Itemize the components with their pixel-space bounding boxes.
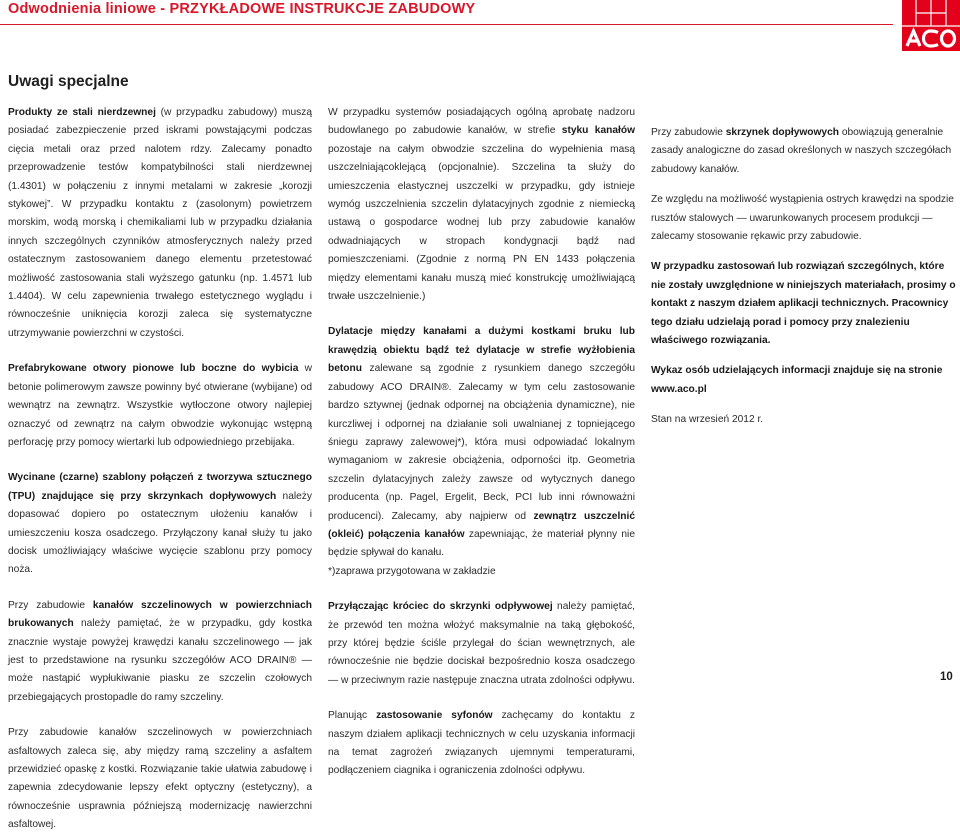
bold-text: styku kanałów (561, 125, 635, 137)
bold-text: kanałów szczelinowych w powierzchniach brukowanych (8, 599, 312, 630)
text: zalewane są zgodnie z rysunkiem danego szczegółu zabudowy ACO DRAIN®. Zalecamy w tym celu zastosowanie bardzo sztywnej (jednak odpornej na obciążenia dynamiczne), nie kurczliwej i odpornej na działanie soli uwalnianej z topniejącego śniegu zaprawy zalewowej*), która musi odpowiadać lokalnym wymaganiom w zakresie obciążenia, odporności itp. Geometria szczelin dylatacyjnych zależy zawsze od wytycznych danego producenta (np. Pagel, Ergelit, Beck, PCI lub inni równoważni producenci). Zalecamy, aby najpierw od (328, 363, 635, 522)
text: należy pamiętać, że przewód ten można włożyć maksymalnie na taką głębokość, przy której będzie ściśle przylegał do ścian wewnętrznych, ale równocześnie nie będzie dociskał bezpośrednio kosza osadczego — w przeciwnym razie następuje znaczna utrata zdolności odpływu. (328, 601, 636, 686)
bold-text: skrzynek dopływowych (725, 127, 839, 138)
text: obowiązują generalnie zasady analogiczne do zasad określonych w naszych szczegółach zabudowy kanałów. (651, 127, 952, 175)
header-rule (0, 24, 893, 25)
text: Planując (328, 710, 377, 722)
paragraph (8, 360, 312, 452)
bold-text: Produkty ze stali nierdzewnej (8, 107, 156, 118)
paragraph (328, 104, 635, 306)
paragraph (651, 411, 956, 429)
text: należy dopasować dopiero po ostatecznym ułożeniu kanałów i umieszczeniu kosza osadczego. Przyłączony kanał służy tu jako docisk umożliwiający właściwe wycięcie szablonu przy pomocy noża. (8, 490, 312, 576)
column-middle (328, 104, 635, 781)
text: pozostaje na całym obwodzie szczelina do wypełnienia masą uszczelniającoklejącą (opcjonalnie). Szczelina ta służy do umieszczenia elastycznej uszczelki w przypadku, gdy istnieje wymóg uszczelnienia szczelin dylatacyjnych zgodnie z niemiecką ustawą o gospodarce wodnej lub przy zabudowie kanałów odwadniających w stropach kondygnacji bądź nad pomieszczeniami. (Zgodnie z normą PN EN 1433 połączenia między elementami kanału muszą mieć konstrukcję umożliwiającą trwałe uszczelnienie.) (328, 143, 635, 303)
aco-logo (902, 0, 960, 51)
text: Przy zabudowie kanałów szczelinowych w powierzchniach asfaltowych zaleca się, aby między ramą szczeliny a asfaltem przewidzieć opaskę z kostki. Rozwiązanie takie ułatwia zabudowę i zapewnia zdecydowanie lepszy efekt optyczny (estetyczny), a równocześnie usprawnia późniejszą modernizację nawierzchni asfaltowej. (8, 727, 312, 831)
text: należy pamiętać, że w przypadku, gdy kostka znacznie wystaje powyżej krawędzi kanału szczelinowego — jak jest to przedstawione na rysunku szczegółów ACO DRAIN® — może nastąpić wypłukiwanie piasku ze szczelin czołowych przebiegających prostopadle do ramy szczeliny. (8, 618, 312, 703)
text: zapewniając, że materiał płynny nie będzie spływał do kanału. (328, 528, 635, 559)
bold-text: Przyłączając króciec do skrzynki odpływowej (328, 601, 553, 613)
bold-text: Prefabrykowane otwory pionowe lub boczne do wybicia (8, 363, 299, 375)
text: W przypadku systemów posiadających ogólną aprobatę nadzoru budowlanego po zabudowie kanałów, w strefie (328, 107, 635, 137)
paragraph (8, 104, 312, 343)
bold-text: Wycinane (czarne) szablony połączeń z tworzywa sztucznego (TPU) znajdujące się przy skrzynkach dopływowych (8, 472, 312, 502)
bold-text: Dylatacje między kanałami a dużymi kostkami bruku lub krawędzią obiektu bądź też dylatacje w strefie wyżłobienia betonu (328, 326, 635, 375)
text: Ze względu na możliwość wystąpienia ostrych krawędzi na spodzie rusztów stalowych — uwarunkowanych procesem produkcji — zalecamy stosowanie rękawic przy zabudowie. (651, 194, 954, 243)
text: w betonie polimerowym zawsze powinny być otwierane (wybijane) od wewnątrz na zewnątrz. Wszystkie wytłoczone otwory najlepiej oznaczyć od zewnątrz na całym obwodzie wykonując wstępną perforację przy pomocy wiertarki lub odpowiedniego przebijaka. (8, 363, 313, 448)
paragraph (328, 323, 635, 562)
paragraph (8, 469, 312, 579)
paragraph (8, 724, 312, 834)
bold-text: Wykaz osób udzielających informacji znajduje się na stronie www.aco.pl (651, 365, 943, 395)
paragraph (651, 258, 956, 350)
column-left (8, 104, 312, 835)
text: (w przypadku zabudowy) muszą posiadać zabezpieczenie przed iskrami powstającymi podczas cięcia metali oraz przed nalotem rdzy. Zalecamy ponadto przeprowadzenie testów kompatybilności stali nierdzewnej (1.4301) w połączeniu z innymi metalami w zakresie „korozji stykowej”. W przypadku kontaktu z (zasolonym) powietrzem morskim, wodą morską i chemikaliami lub w przypadku działania innych szczególnych czynników atmosferycznych należy przed ostatecznym zastosowaniem danego elementu przetestować możliwość zastosowania stali wyższego gatunku (np. 1.4571 lub 1.4404). W celu zapewnienia trwałego estetycznego wyglądu i równocześnie uniknięcia korozji zaleca się systematyczne utrzymywanie powierzchni w czystości. (8, 107, 312, 339)
bold-text: zastosowanie syfonów (376, 710, 493, 722)
text: *)zaprawa przygotowana w zakładzie (328, 565, 496, 577)
section-title: Uwagi specjalne (8, 73, 129, 90)
aco-logo-mark (902, 0, 960, 51)
paragraph (651, 124, 956, 179)
paragraph (8, 597, 312, 707)
paragraph (651, 191, 956, 246)
text: Stan na wrzesień 2012 r. (651, 414, 764, 426)
text: Przy zabudowie (8, 599, 93, 611)
paragraph (328, 563, 635, 581)
bold-text: W przypadku zastosowań lub rozwiązań szczególnych, które nie zostały uwzględnione w niniejszych materiałach, prosimy o kontakt z naszym działem aplikacji technicznych. Pracownicy tego działu udzielają porad i pomocy przy znalezieniu właściwego rozwiązania. (651, 261, 956, 347)
paragraph (651, 362, 956, 399)
header-title: Odwodnienia liniowe - PRZYKŁADOWE INSTRUKCJE ZABUDOWY (8, 1, 476, 17)
page-number: 10 (940, 671, 953, 683)
paragraph (328, 598, 635, 690)
bold-text: zewnątrz uszczelnić (okleić) połączenia kanałów (328, 510, 636, 540)
text: Przy zabudowie (651, 127, 726, 138)
text: zachęcamy do kontaktu z naszym działem aplikacji technicznych w celu uzyskania informacji na temat zagrożeń związanych ujemnymi temperaturami, podłączeniem ciagnika i ograniczenia zdolności odpływu. (328, 710, 635, 777)
paragraph (328, 707, 635, 781)
column-right (651, 124, 956, 430)
